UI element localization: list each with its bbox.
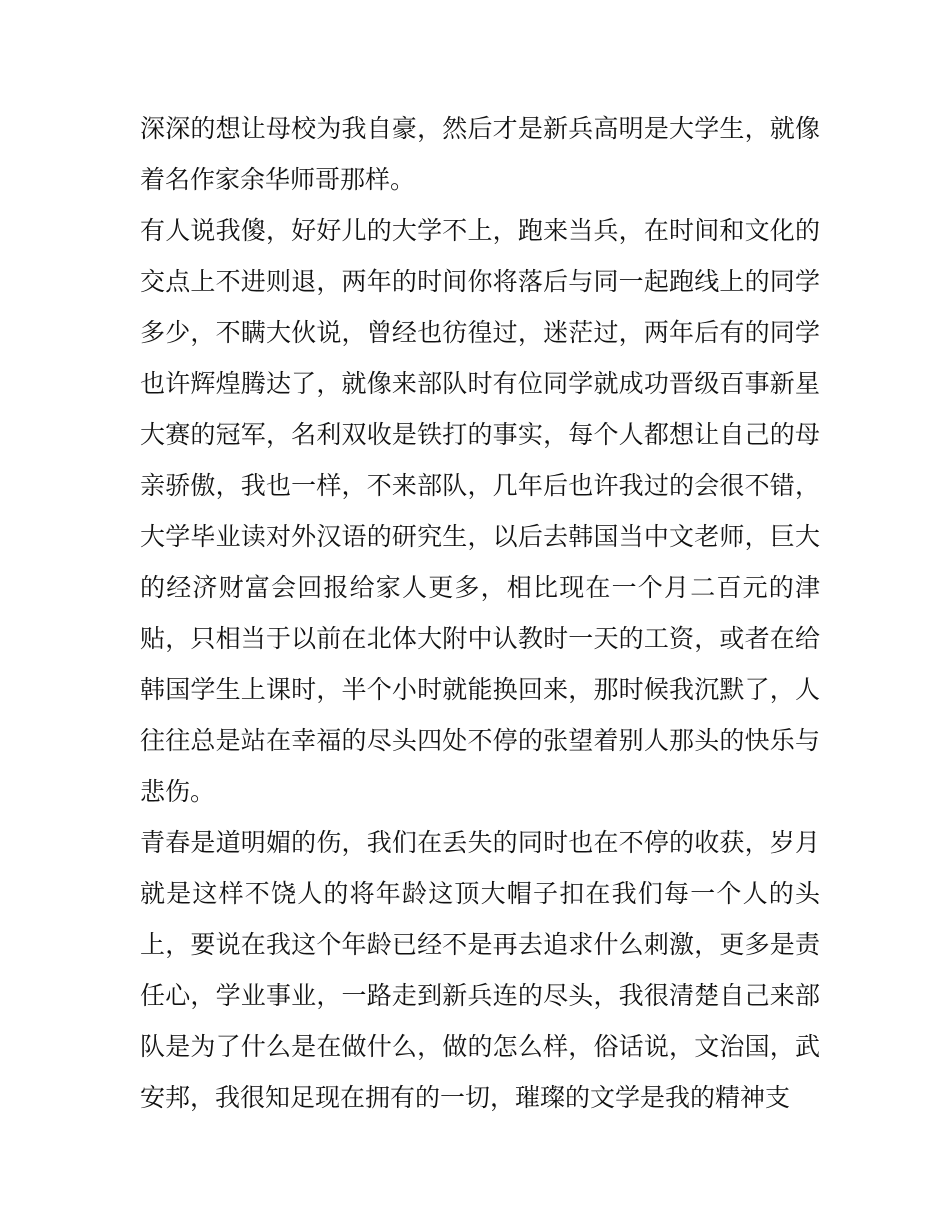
text-line: 往往总是站在幸福的尽头四处不停的张望着别人那头的快乐与: [140, 726, 820, 755]
text-line: 大赛的冠军，名利双收是铁打的事实，每个人都想让自己的母: [140, 420, 820, 449]
text-line: 悲伤。: [140, 777, 216, 806]
text-line: 任心，学业事业，一路走到新兵连的尽头，我很清楚自己来部: [140, 981, 820, 1010]
text-line: 韩国学生上课时，半个小时就能换回来，那时候我沉默了，人: [140, 675, 820, 704]
text-line: 交点上不进则退，两年的时间你将落后与同一起跑线上的同学: [140, 267, 820, 296]
text-line: 安邦，我很知足现在拥有的一切，璀璨的文学是我的精神支: [140, 1083, 791, 1112]
text-line: 青春是道明媚的伤，我们在丢失的同时也在不停的收获，岁月: [140, 828, 820, 857]
text-line: 大学毕业读对外汉语的研究生，以后去韩国当中文老师，巨大: [140, 522, 820, 551]
text-line: 的经济财富会回报给家人更多，相比现在一个月二百元的津: [140, 573, 820, 602]
text-line: 多少，不瞒大伙说，曾经也彷徨过，迷茫过，两年后有的同学: [140, 318, 820, 347]
body-text: [140, 103, 820, 1123]
text-line: 着名作家余华师哥那样。: [140, 165, 416, 194]
text-line: 深深的想让母校为我自豪，然后才是新兵高明是大学生，就像: [140, 114, 820, 143]
text-line: 贴，只相当于以前在北体大附中认教时一天的工资，或者在给: [140, 624, 820, 653]
text-line: 就是这样不饶人的将年龄这顶大帽子扣在我们每一个人的头: [140, 879, 820, 908]
text-line: 有人说我傻，好好儿的大学不上，跑来当兵，在时间和文化的: [140, 216, 820, 245]
text-line: 也许辉煌腾达了，就像来部队时有位同学就成功晋级百事新星: [140, 369, 820, 398]
text-line: 队是为了什么是在做什么，做的怎么样，俗话说，文治国，武: [140, 1032, 820, 1061]
text-line: 上，要说在我这个年龄已经不是再去追求什么刺激，更多是责: [140, 930, 820, 959]
text-line: 亲骄傲，我也一样，不来部队，几年后也许我过的会很不错，: [140, 471, 820, 500]
